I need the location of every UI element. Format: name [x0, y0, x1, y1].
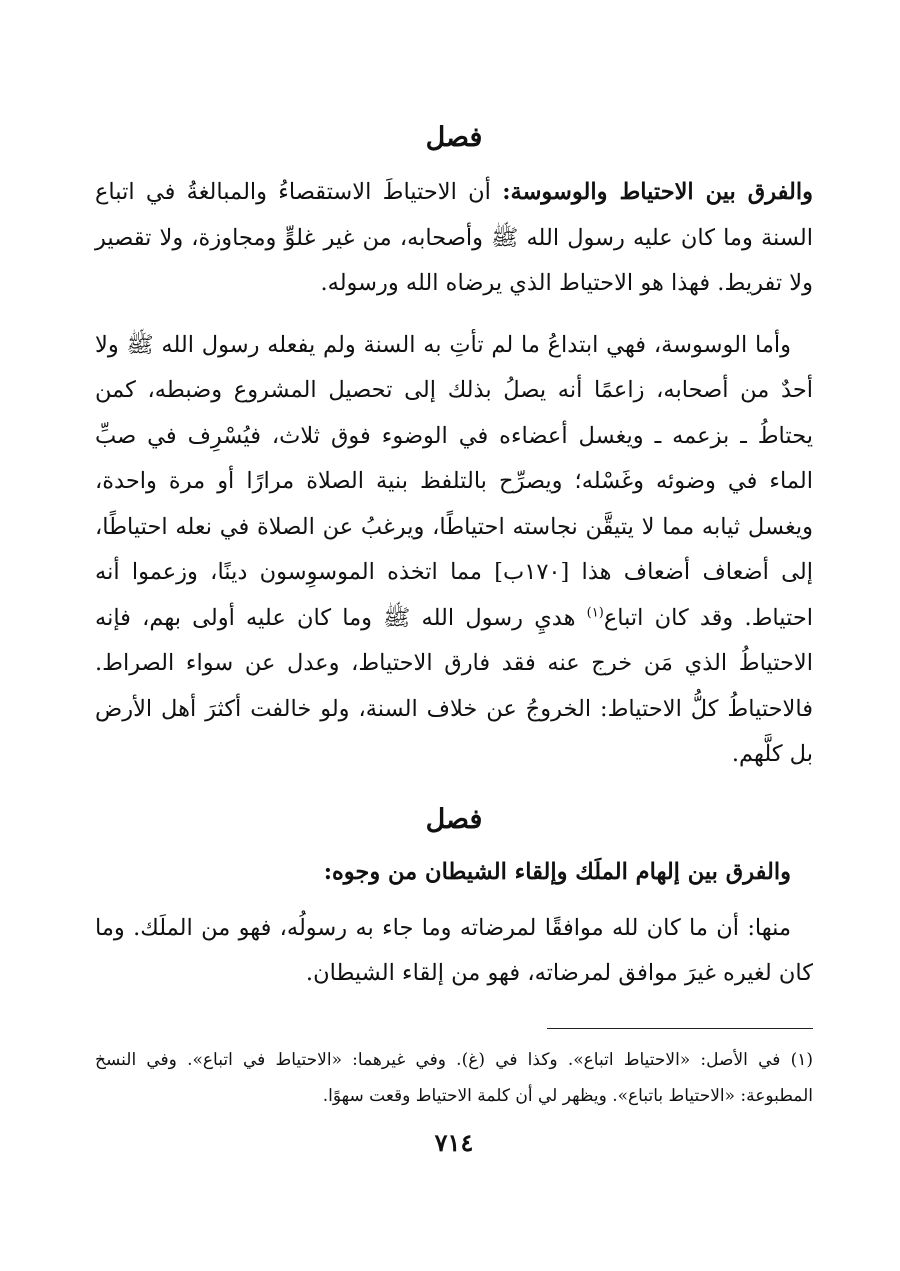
page-number: ٧١٤: [434, 1128, 474, 1157]
paragraph-body-part1: وأما الوسوسة، فهي ابتداعُ ما لم تأتِ به السنة ولم يفعله رسول الله ﷺ ولا أحدٌ من أصحابه، زاعمًا أنه يصلُ بذلك إلى تحصيل المشروع وضبطه، كمن يحتاطُ ـ بزعمه ـ ويغسل أعضاءه في الوضوء فوق ثلاث، فيُسْرِف في صبِّ الماء في وضوئه وغَسْله؛ ويصرِّح بالتلفظ بنية الصلاة مرارًا أو مرة واحدة، ويغسل ثيابه مما لا يتيقَّن نجاسته احتياطًا، ويرغبُ عن الصلاة في نعله احتياطًا، إلى أضعاف أضعاف هذا [١٧٠ب] مما اتخذه الموسوِسون دينًا، وزعموا أنه احتياط. وقد كان اتباع: [95, 331, 814, 631]
footnote-reference: (١): [586, 605, 604, 620]
paragraph-body-part2: هديِ رسول الله ﷺ وما كان عليه أولى بهم، فإنه الاحتياطُ الذي مَن خرج عنه فقد فارق الاحتياط، وعدل عن سواء الصراط. فالاحتياطُ كلُّ الاحتياط: الخروجُ عن خلاف السنة، ولو خالفت أكثرَ أهل الأرض بل كلَّهم.: [95, 604, 813, 767]
paragraph-lead: والفرق بين الاحتياط والوسوسة:: [502, 179, 814, 205]
paragraph-body: أن الاحتياطَ الاستقصاءُ والمبالغةُ في اتباع السنة وما كان عليه رسول الله ﷺ وأصحابه، من غير غلوٍّ ومجاوزة، ولا تقصير ولا تفريط. فهذا هو الاحتياط الذي يرضاه الله ورسوله.: [95, 179, 813, 296]
paragraph-ilham: منها: أن ما كان لله موافقًا لمرضاته وما جاء به رسولُه، فهو من الملَك. وما كان لغيره غيرَ موافق لمرضاته، فهو من إلقاء الشيطان.: [95, 914, 813, 986]
paragraph-ihtiyat-definition: [95, 170, 813, 307]
paragraph-waswasa: [95, 323, 813, 778]
footnote: (١) في الأصل: «الاحتياط اتباع». وكذا في (غ). وفي غيرهما: «الاحتياط في اتباع». وفي النسخ المطبوعة: «الاحتياط باتباع». ويظهر لي أن كلمة الاحتياط وقعت سهوًا.: [95, 1050, 813, 1106]
section-heading-2: فصل: [425, 803, 483, 835]
subheading-ilham: والفرق بين إلهام الملَك وإلقاء الشيطان من وجوه:: [323, 858, 791, 885]
section-heading-1: فصل: [425, 122, 483, 153]
book-page: [95, 110, 813, 1210]
footnote-divider: [547, 1028, 813, 1029]
